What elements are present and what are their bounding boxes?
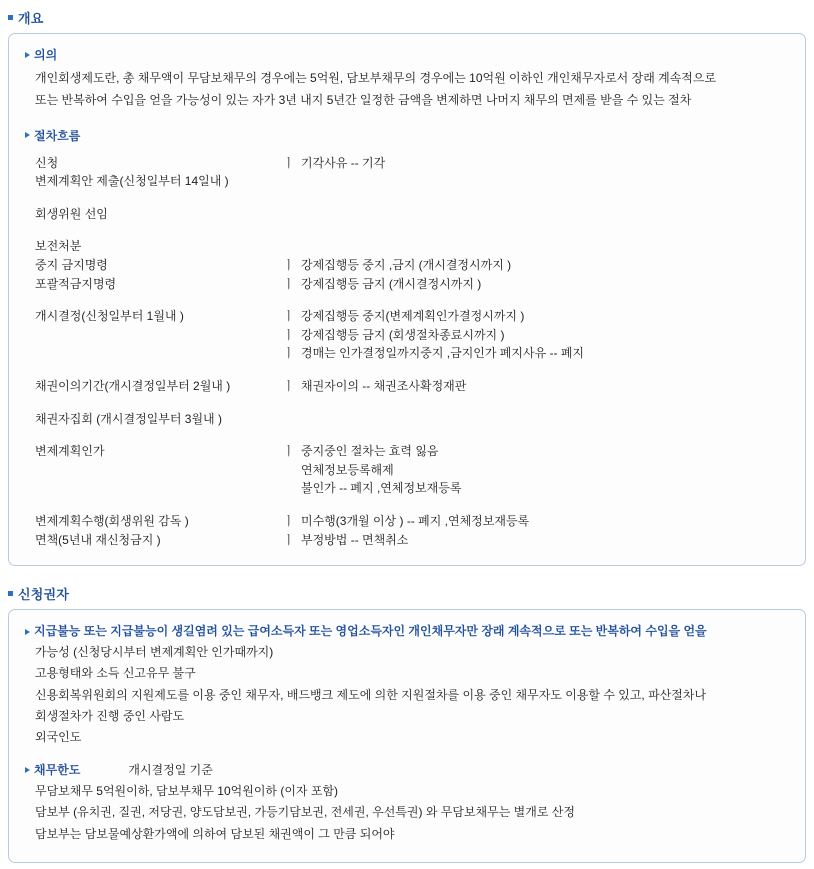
flow-row: [35, 377, 584, 396]
triangle-bullet-icon: [25, 132, 30, 138]
flow-divider: [283, 410, 301, 429]
flow-detail: 연체정보등록해제: [301, 462, 394, 477]
flow-stage: 중지 금지명령: [35, 257, 108, 272]
panel-applicant: [8, 609, 806, 863]
flow-stage: [35, 479, 283, 498]
flow-row: [35, 479, 584, 498]
subsection-heading-debt-limit: [25, 761, 791, 778]
flow-detail: [301, 410, 584, 429]
flow-stage: 개시결정(신청일부터 1월내 ): [35, 309, 184, 324]
flow-row: [35, 410, 584, 429]
subsection-heading-applicant-bullet: [25, 622, 791, 641]
debt-limit-label: 채무한도: [34, 763, 81, 778]
applicant-line-5: 회생절차가 진행 중인 사람도: [35, 708, 185, 723]
flow-row: [35, 237, 584, 256]
flow-row: [35, 256, 584, 275]
flow-spacer: [35, 363, 584, 377]
flow-divider: ㅣ: [283, 276, 295, 291]
square-bullet-icon: [8, 591, 13, 596]
flow-row: [35, 172, 584, 191]
flow-detail: 중지중인 절차는 효력 잃음: [301, 444, 439, 459]
flow-spacer: [35, 396, 584, 410]
flow-spacer: [35, 223, 584, 237]
flow-row: [35, 154, 584, 173]
flow-divider: ㅣ: [283, 444, 295, 459]
applicant-line-2: 가능성 (신청당시부터 변제계획안 인가때까지): [35, 645, 274, 660]
definition-line-1: 개인회생제도란, 총 채무액이 무담보채무의 경우에는 5억원, 담보부채무의 경우에는 10억원 이하인 개인채무자로서 장래 계속적으로: [35, 71, 717, 85]
flow-divider: [283, 205, 301, 224]
flow-stage: 면책(5년내 재신청금지 ): [35, 532, 161, 547]
flow-row: [35, 307, 584, 326]
flow-divider: [283, 172, 301, 191]
flow-row: [35, 461, 584, 480]
flow-detail: 강제집행등 금지 (개시결정시까지 ): [301, 276, 482, 291]
flow-detail: 미수행(3개월 이상 ) -- 폐지 ,연체정보재등록: [301, 513, 530, 528]
definition-line-2: 또는 반복하여 수입을 얻을 가능성이 있는 자가 3년 내지 5년간 일정한 금액을 변제하면 나머지 채무의 면제를 받을 수 있는 절차: [35, 92, 692, 107]
flow-stage: 포괄적금지명령: [35, 276, 117, 291]
flow-detail: 부정방법 -- 면책취소: [301, 532, 409, 547]
flow-detail: 강제집행등 중지 ,금지 (개시결정시까지 ): [301, 257, 512, 272]
subsection-title: 절차흐름: [34, 128, 81, 143]
flow-stage: 변제계획인가: [35, 444, 105, 459]
section-title: 개요: [18, 11, 44, 26]
flow-row: [35, 531, 584, 550]
flow-stage: [35, 461, 283, 480]
flow-divider: ㅣ: [283, 309, 295, 324]
flow-spacer: [35, 428, 584, 442]
flow-divider: [283, 479, 301, 498]
flow-spacer: [35, 498, 584, 512]
panel-overview: [8, 33, 806, 566]
flow-divider: ㅣ: [283, 346, 295, 361]
section-heading-overview: [0, 0, 814, 33]
flow-stage: [35, 344, 283, 363]
flow-row: [35, 512, 584, 531]
flow-detail: 기각사유 -- 기각: [301, 155, 386, 170]
flow-detail: 강제집행등 금지 (회생절차종료시까지 ): [301, 327, 505, 342]
flow-stage: 채권자집회 (개시결정일부터 3월내 ): [35, 411, 222, 426]
debt-limit-line-2: 담보부 (유치권, 질권, 저당권, 양도담보권, 가등기담보권, 전세권, 우선특권) 와 무담보채무는 별개로 산정: [35, 805, 575, 820]
flow-detail: 불인가 -- 폐지 ,연체정보재등록: [301, 481, 462, 496]
applicant-line-4: 신용회복위원회의 지원제도를 이용 중인 채무자, 배드뱅크 제도에 의한 지원절차를 이용 중인 채무자도 이용할 수 있고, 파산절차나: [35, 687, 707, 702]
flow-stage: 변제계획수행(회생위원 감독 ): [35, 513, 189, 528]
debt-limit-line-3: 담보부는 담보물예상환가액에 의하여 담보된 채권액이 그 만큼 되어야: [35, 826, 395, 841]
flow-spacer: [35, 191, 584, 205]
flow-stage: 채권이의기간(개시결정일부터 2월내 ): [35, 378, 231, 393]
flow-stage: 회생위원 선임: [35, 206, 108, 221]
flow-detail: 채권자이의 -- 채권조사확정재판: [301, 378, 467, 393]
applicant-line-3: 고용형태와 소득 신고유무 불구: [35, 666, 196, 681]
flow-row: [35, 275, 584, 294]
flow-detail: [301, 205, 584, 224]
flow-detail: 강제집행등 중지(변제계획인가결정시까지 ): [301, 309, 525, 324]
flow-row: [35, 326, 584, 345]
subsection-heading-meaning: [25, 46, 791, 63]
section-title: 신청권자: [18, 587, 70, 603]
flow-divider: ㅣ: [283, 155, 295, 170]
flow-divider: ㅣ: [283, 513, 295, 528]
applicant-line-6: 외국인도: [35, 730, 82, 745]
flow-detail: [301, 237, 584, 256]
flow-divider: ㅣ: [283, 327, 295, 342]
flow-divider: [283, 461, 301, 480]
flow-divider: [283, 237, 301, 256]
flow-detail: 경매는 인가결정일까지중지 ,금지인가 폐지사유 -- 폐지: [301, 346, 585, 361]
triangle-bullet-icon: [25, 52, 30, 58]
flow-stage: 신청: [35, 155, 59, 170]
flow-row: [35, 205, 584, 224]
flow-row: [35, 442, 584, 461]
subsection-title: 의의: [34, 48, 58, 62]
section-heading-applicant: [0, 576, 814, 609]
flow-stage: 보전처분: [35, 239, 82, 254]
flow-divider: ㅣ: [283, 257, 295, 272]
applicant-line-1: 지급불능 또는 지급불능이 생길염려 있는 급여소득자 또는 영업소득자인 개인채무자만 장래 계속적으로 또는 반복하여 수입을 얻을: [34, 624, 707, 639]
flow-detail: [301, 172, 584, 191]
flow-spacer: [35, 293, 584, 307]
debt-limit-note: 개시결정일 기준: [128, 763, 213, 778]
square-bullet-icon: [8, 15, 13, 20]
process-flow-table: [35, 154, 584, 550]
triangle-bullet-icon: [25, 629, 30, 635]
flow-divider: ㅣ: [283, 532, 295, 547]
debt-limit-line-1: 무담보채무 5억원이하, 담보부채무 10억원이하 (이자 포함): [35, 784, 339, 799]
flow-stage: [35, 326, 283, 345]
triangle-bullet-icon: [25, 767, 30, 773]
flow-stage: 변제계획안 제출(신청일부터 14일내 ): [35, 174, 229, 189]
flow-row: [35, 344, 584, 363]
flow-divider: ㅣ: [283, 378, 295, 393]
subsection-heading-process-flow: [25, 127, 791, 144]
